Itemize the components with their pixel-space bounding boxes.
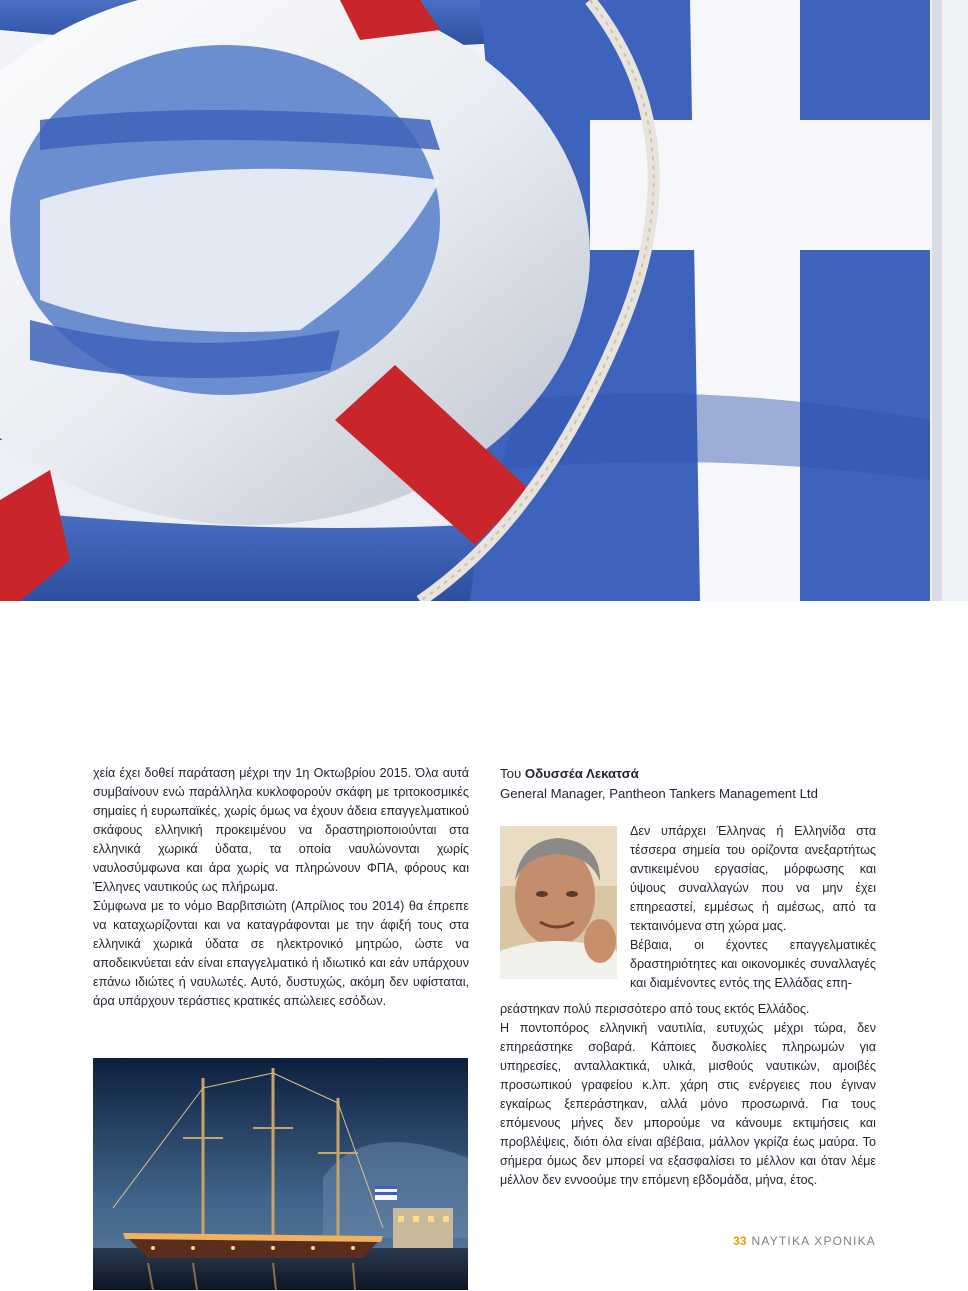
author-role: General Manager, Pantheon Tankers Management Ltd [500, 786, 818, 801]
author-prefix: Του [500, 766, 522, 781]
page-footer [733, 1234, 876, 1248]
wrap-paragraph-2: Βέβαια, οι έχοντες επαγγελματικές δραστηριότητες και οικονομικές συναλλαγές και διαμένοντες εντός της Ελλάδας επη- [630, 938, 876, 990]
author-portrait [500, 826, 617, 979]
left-paragraph-1: χεία έχει δοθεί παράταση μέχρι την 1η Οκτωβρίου 2015. Όλα αυτά συμβαίνουν ενώ παράλληλα κυκλοφορούν σκάφη με τριτοκοσμικές σημαίες ή ευρωπαϊκές, χωρίς όμως να έχουν άδεια επαγγελματικού σκάφους ελληνική προκειμένου να δραστηριοποιούνται στα ελληνικά χωρικά ύδατα, τα οποία ναυλώνονται χωρίς ναυλοσύμφωνα και άρα χωρίς να πληρώνουν ΦΠΑ, φόρους και Έλληνες ναυτικούς ως πλήρωμα. [93, 766, 469, 894]
wrap-paragraph-1: Δεν υπάρχει Έλληνας ή Ελληνίδα στα τέσσερα σημεία του ορίζοντα ανεξαρτήτως αντικειμένου εργασίας, μόρφωσης και ύψους συναλλαγών που να μην έχει επηρεαστεί, εμμέσως ή αμέσως, από τα τεκταινόμενα στη χώρα μας. [630, 824, 876, 933]
author-line [500, 764, 880, 784]
wrap-text-block [630, 822, 876, 993]
page-number: 33 [733, 1234, 747, 1248]
sailing-ship-photo [93, 1058, 468, 1290]
right-paragraph-2: Η ποντοπόρος ελληνική ναυτιλία, ευτυχώς μέχρι τώρα, δεν επηρεάστηκε σοβαρά. Κάποιες δυσκολίες πληρωμών για υπηρεσίες, ανταλλακτικά, υλικά, μισθούς ναυτικών, αμοιβές προσωπικού γραφείου κ.λπ. χάρη στις ενέργειες που έγιναν εγκαίρως ξεπεράστηκαν, αλλά μόνο προσωρινά. Για τους επόμενους μήνες δεν μπορούμε να κάνουμε εκτιμήσεις και προβλέψεις, διότι όλα είναι αβέβαια, μάλλον γκρίζα έως μαύρα. Το σήμερα όμως δεν μπορεί να εξασφαλίσει το μέλλον και όταν λέμε μέλλον δεν εννοούμε την επόμενη εβδομάδα, μήνα, έτος. [500, 1021, 876, 1187]
hero-image [0, 0, 968, 601]
author-byline [500, 764, 880, 804]
right-column-text [500, 1000, 876, 1190]
left-column-text [93, 764, 469, 1011]
left-paragraph-2: Σύμφωνα με το νόμο Βαρβιτσιώτη (Απρίλιος του 2014) θα έπρεπε να καταχωρίζονται και να καταγράφονται με την άφιξή τους στα ελληνικά χωρικά ύδατα σε ηλεκτρονικό μητρώο, ώστε να αποδεικνύεται εάν είναι επαγγελματικό ή ιδιωτικό και εάν υπάρχουν επάνω ιδιώτες ή ναυλωτές. Αυτό, δυστυχώς, ακόμη δεν υφίσταται, άρα υπάρχουν τεράστιες κρατικές απώλειες εσόδων. [93, 899, 469, 1008]
author-name: Οδυσσέα Λεκατσά [524, 766, 639, 781]
right-paragraph-1: ρεάστηκαν πολύ περισσότερο από τους εκτός Ελλάδος. [500, 1002, 810, 1016]
magazine-name: ΝΑΥΤΙΚΑ ΧΡΟΝΙΚΑ [751, 1234, 876, 1248]
